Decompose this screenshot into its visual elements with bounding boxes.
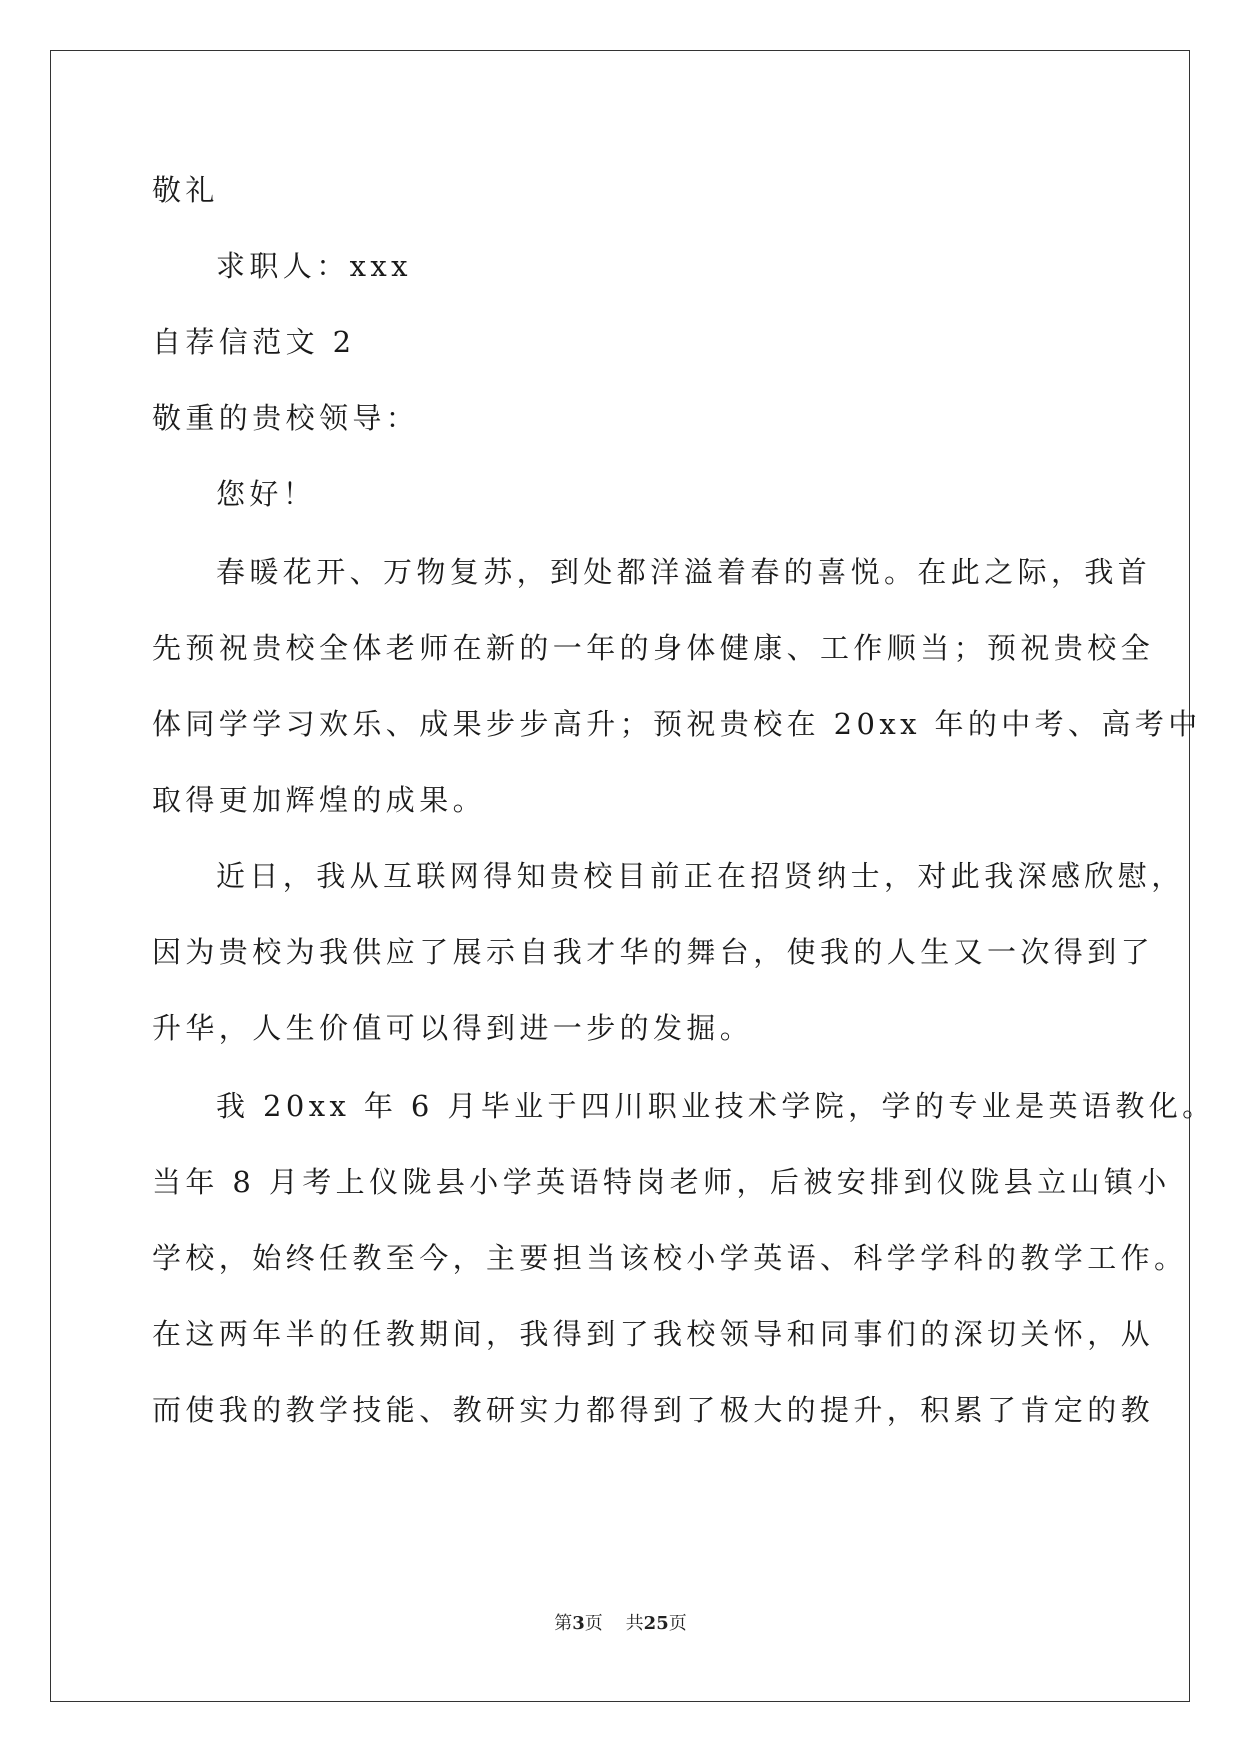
paragraph-line: 体同学学习欢乐、成果步步高升；预祝贵校在 20xx 年的中考、高考中 [152,707,1202,741]
paragraph-line: 学校，始终任教至今，主要担当该校小学英语、科学学科的教学工作。 [152,1241,1188,1275]
signature-line: 求职人：xxx [216,249,412,283]
paragraph-line: 我 20xx 年 6 月毕业于四川职业技术学院，学的专业是英语教化。 [216,1089,1216,1123]
total-page-count: 25 [643,1613,669,1634]
current-page-number: 3 [572,1613,585,1634]
paragraph-line: 先预祝贵校全体老师在新的一年的身体健康、工作顺当；预祝贵校全 [152,631,1155,665]
paragraph-line: 在这两年半的任教期间，我得到了我校领导和同事们的深切关怀，从 [152,1317,1155,1351]
closing-salutation: 敬礼 [152,173,219,207]
paragraph-line: 而使我的教学技能、教研实力都得到了极大的提升，积累了肯定的教 [152,1393,1155,1427]
section-heading: 自荐信范文 2 [152,325,356,359]
footer-prefix: 第 [554,1613,573,1634]
footer-page-suffix: 页 [584,1613,603,1634]
paragraph-line: 春暖花开、万物复苏，到处都洋溢着春的喜悦。在此之际，我首 [216,555,1152,589]
letter-salutation: 敬重的贵校领导： [152,401,420,435]
paragraph-line: 因为贵校为我供应了展示自我才华的舞台，使我的人生又一次得到了 [152,935,1155,969]
footer-total-prefix: 共 [625,1613,644,1634]
page-footer [0,1612,1241,1636]
paragraph-line: 升华，人生价值可以得到进一步的发掘。 [152,1011,754,1045]
footer-total-suffix: 页 [668,1613,687,1634]
paragraph-line: 取得更加辉煌的成果。 [152,783,487,817]
paragraph-line: 当年 8 月考上仪陇县小学英语特岗老师，后被安排到仪陇县立山镇小 [152,1165,1171,1199]
greeting-line: 您好！ [216,477,317,511]
paragraph-line: 近日，我从互联网得知贵校目前正在招贤纳士，对此我深感欣慰， [216,859,1185,893]
